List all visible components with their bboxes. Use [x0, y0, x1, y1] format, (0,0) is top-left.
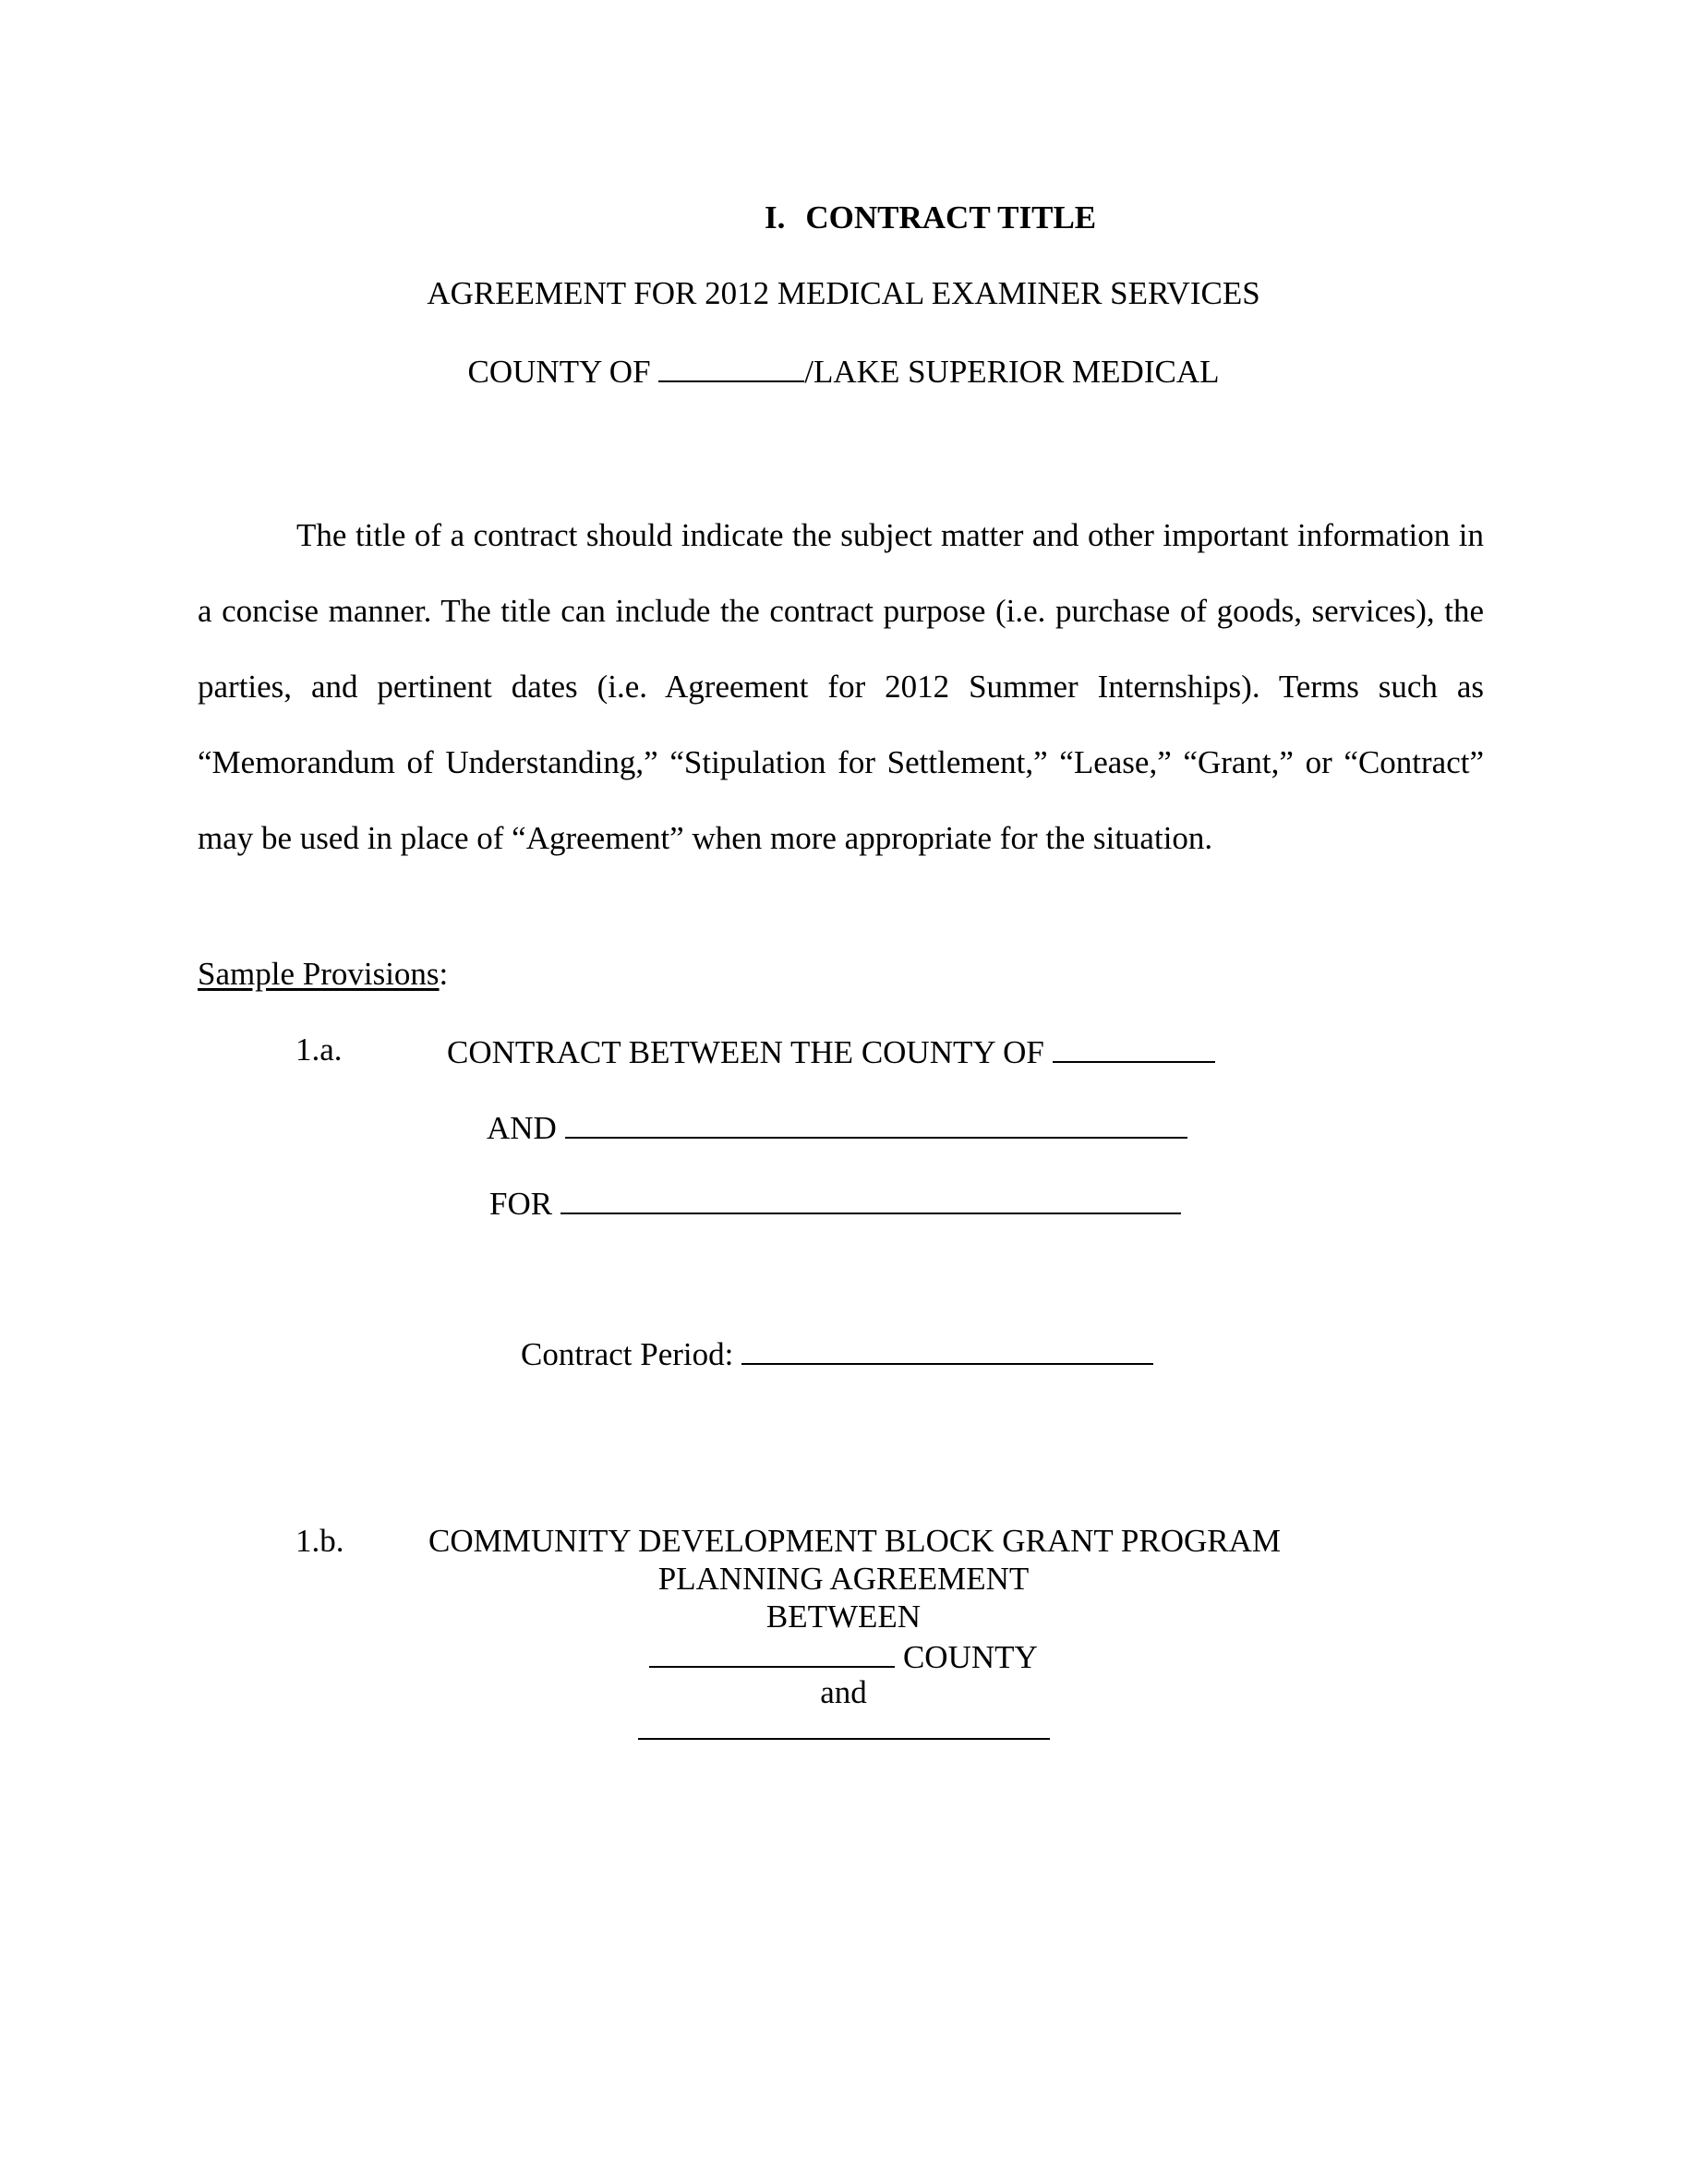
provision-b-party-blank	[638, 1710, 1050, 1740]
provision-a-line2	[487, 1109, 1187, 1144]
example-title-line1: AGREEMENT FOR 2012 MEDICAL EXAMINER SERVICES	[427, 275, 1260, 311]
provision-b-line5: and	[820, 1674, 867, 1710]
provision-b-line4	[0, 1638, 1687, 1673]
sample-provisions-colon: :	[439, 956, 449, 992]
provision-a-purpose-blank	[560, 1185, 1181, 1214]
provision-a-line3	[489, 1185, 1181, 1220]
provision-a-number: 1.a.	[295, 1032, 343, 1068]
example-title-prefix: COUNTY OF	[467, 354, 659, 390]
section-title: CONTRACT TITLE	[805, 199, 1097, 235]
section-number: I.	[765, 199, 786, 235]
example-title-line2	[0, 353, 1687, 388]
provision-b-line1: COMMUNITY DEVELOPMENT BLOCK GRANT PROGRAM	[428, 1523, 1282, 1559]
provision-b-line4-text: COUNTY	[895, 1639, 1038, 1675]
provision-b-number: 1.b.	[295, 1523, 344, 1559]
county-name-blank	[658, 353, 804, 382]
provision-b-line6	[0, 1710, 1687, 1745]
provision-b-line2: PLANNING AGREEMENT	[657, 1561, 1030, 1597]
provision-a-line2-text: AND	[487, 1110, 565, 1146]
provision-b-line3: BETWEEN	[765, 1599, 922, 1635]
provision-a-party-blank	[565, 1109, 1187, 1139]
section-heading	[765, 201, 1096, 234]
provision-a-line3-text: FOR	[489, 1186, 560, 1222]
provision-a-period-label: Contract Period:	[521, 1336, 742, 1372]
provision-a-line1	[447, 1033, 1215, 1068]
provision-a-period-blank	[741, 1335, 1153, 1365]
sample-provisions-label	[198, 958, 448, 990]
provision-a-period	[521, 1335, 1153, 1370]
provision-b-county-blank	[649, 1638, 895, 1668]
provision-a-line1-text: CONTRACT BETWEEN THE COUNTY OF	[447, 1034, 1053, 1070]
sample-provisions-text: Sample Provisions	[198, 956, 440, 992]
example-title-suffix: /LAKE SUPERIOR MEDICAL	[804, 354, 1220, 390]
provision-a-county-blank	[1053, 1033, 1215, 1063]
body-paragraph: The title of a contract should indicate the subject matter and other important information in a concise manner. The title can include the contract purpose (i.e. purchase of goods, services), the parties, and pertinent dates (i.e. Agreement for 2012 Summer Internships). Terms such as “Memorandum of Understanding,” “Stipulation for Settlement,” “Lease,” “Grant,” or “Contract” may be used in place of “Agreement” when more appropriate for the situation.	[198, 517, 1484, 856]
